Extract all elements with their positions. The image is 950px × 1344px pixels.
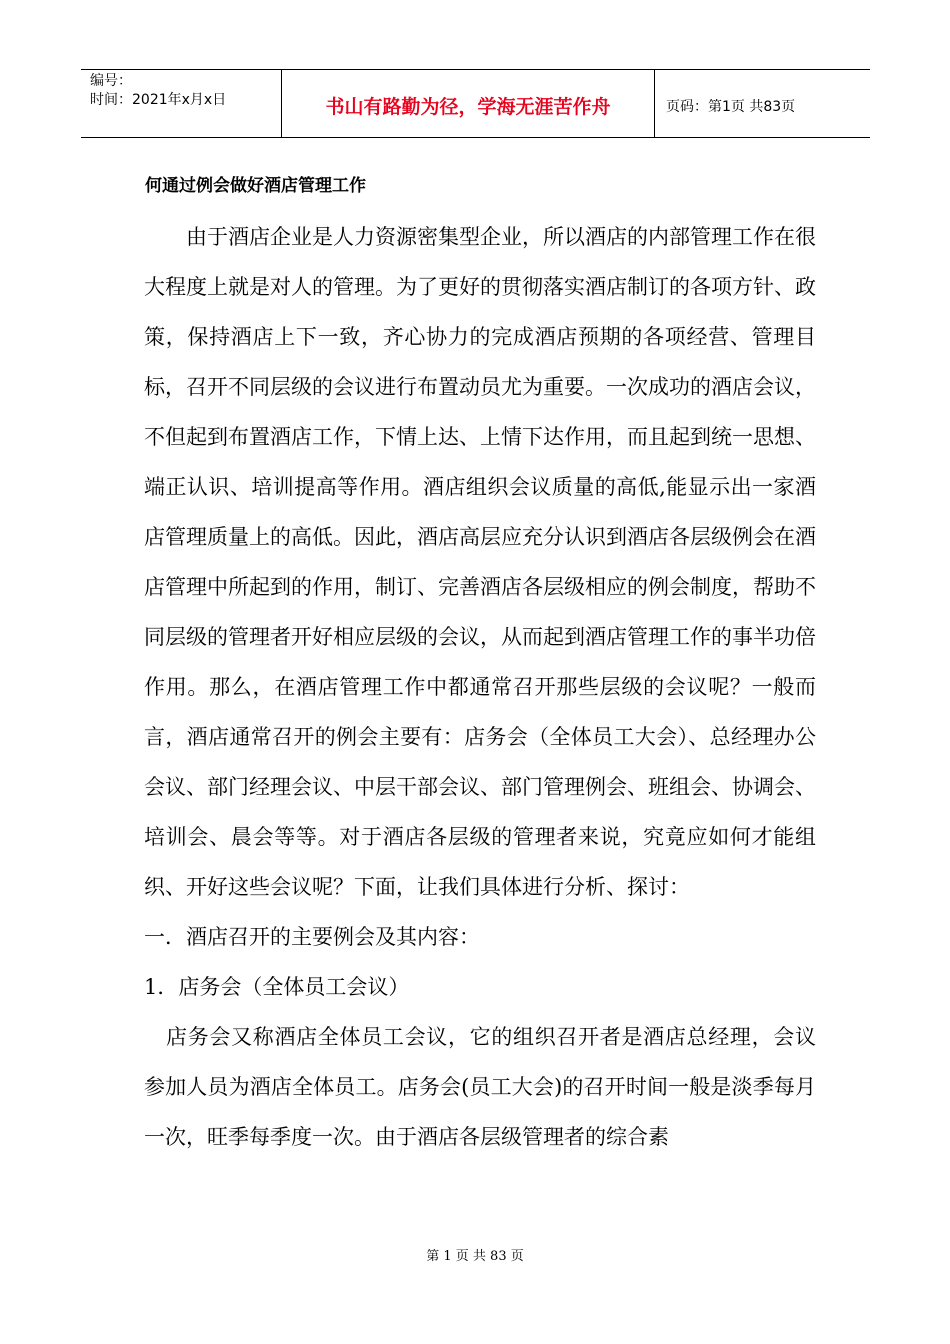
number-label: 编号： — [90, 73, 132, 89]
paragraph-store-meeting: 店务会又称酒店全体员工会议，它的组织召开者是酒店总经理，会议参加人员为酒店全体员工。店务会(员工大会)的召开时间一般是淡季每月一次，旺季每季度一次。由于酒店各层级管理者的综合素 — [144, 1025, 816, 1149]
paragraph-intro: 由于酒店企业是人力资源密集型企业，所以酒店的内部管理工作在很大程度上就是对人的管理。为了更好的贯彻落实酒店制订的各项方针、政策，保持酒店上下一致，齐心协力的完成酒店预期的各项经营、管理目标，召开不同层级的会议进行布置动员尤为重要。一次成功的酒店会议，不但起到布置酒店工作，下情上达、上情下达作用，而且起到统一思想、端正认识、培训提高等作用。酒店组织会议质量的高低,能显示出一家酒店管理质量上的高低。因此，酒店高层应充分认识到酒店各层级例会在酒店管理中所起到的作用，制订、完善酒店各层级相应的例会制度，帮助不同层级的管理者开好相应层级的会议，从而起到酒店管理工作的事半功倍作用。那么，在酒店管理工作中都通常召开那些层级的会议呢？一般而言，酒店通常召开的例会主要有：店务会（全体员工大会）、总经理办公会议、部门经理会议、中层干部会议、部门管理例会、班组会、协调会、培训会、晨会等等。对于酒店各层级的管理者来说，究竟应如何才能组织、开好这些会议呢？下面，让我们具体进行分析、探讨： — [144, 225, 816, 899]
document-body — [144, 212, 816, 1162]
document-title: 何通过例会做好酒店管理工作 — [145, 176, 366, 196]
time-label: 时间：2021年x月x日 — [90, 92, 227, 108]
page-info: 页码：第1页 共83页 — [666, 98, 796, 115]
header-meta-cell — [81, 70, 282, 137]
section-heading: 一．酒店召开的主要例会及其内容： — [144, 925, 480, 949]
motto-text: 书山有路勤为径，学海无涯苦作舟 — [325, 96, 611, 118]
header-table — [81, 69, 870, 138]
page-footer: 第 1 页 共 83 页 — [426, 1249, 524, 1264]
header-page-cell — [655, 70, 870, 137]
subsection-heading: 1．店务会（全体员工会议） — [144, 975, 410, 999]
header-motto-cell — [282, 70, 655, 137]
